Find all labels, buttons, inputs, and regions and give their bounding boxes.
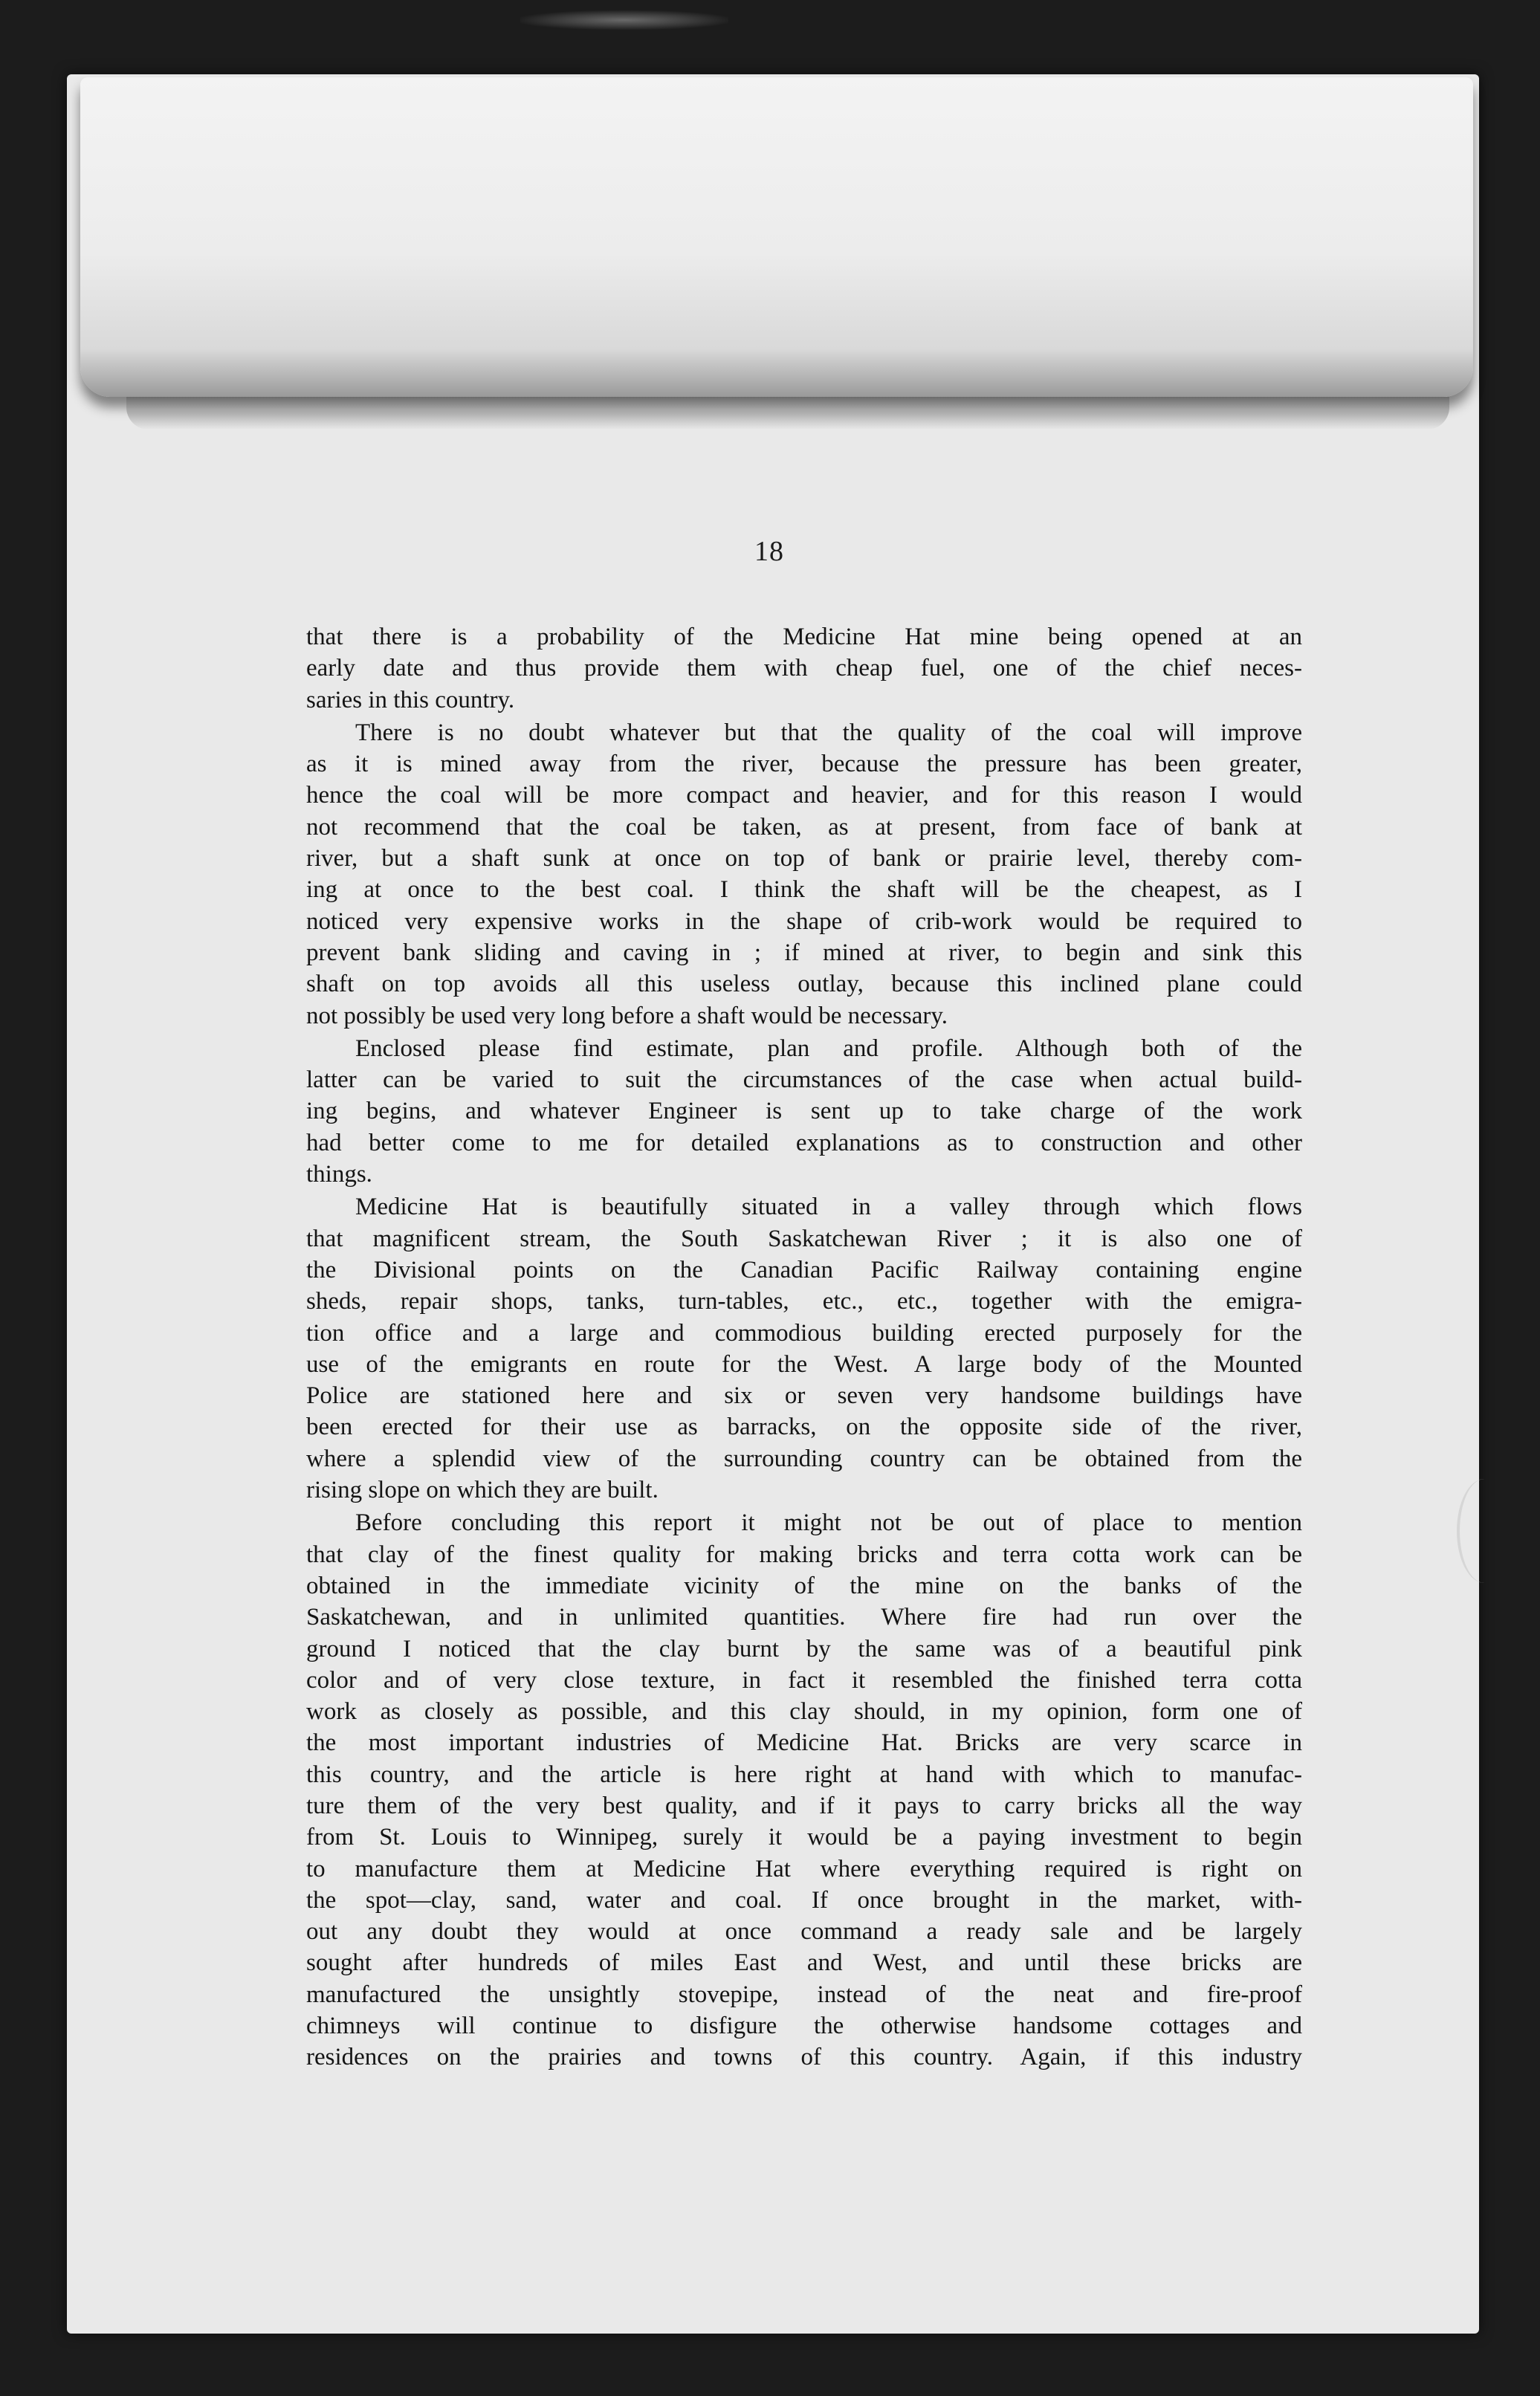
text-line: obtained in the immediate vicinity of the mine on the banks of the bbox=[306, 1572, 1302, 1599]
text-line: that there is a probability of the Medicine Hat mine being opened at an bbox=[306, 624, 1302, 650]
text-line: sheds, repair shops, tanks, turn-tables, etc., etc., together with the emigra- bbox=[306, 1288, 1302, 1315]
text-line: ture them of the very best quality, and if it pays to carry bricks all the way bbox=[306, 1792, 1302, 1819]
text-line: that magnificent stream, the South Saskatchewan River ; it is also one of bbox=[306, 1225, 1302, 1252]
text-line: river, but a shaft sunk at once on top of bank or prairie level, thereby com- bbox=[306, 845, 1302, 872]
text-line: use of the emigrants en route for the West. A large body of the Mounted bbox=[306, 1350, 1302, 1378]
text-line: from St. Louis to Winnipeg, surely it would be a paying investment to begin bbox=[306, 1824, 1302, 1851]
text-line: hence the coal will be more compact and heavier, and for this reason I would bbox=[306, 782, 1302, 809]
text-line: not recommend that the coal be taken, as at present, from face of bank at bbox=[306, 813, 1302, 841]
text-line: color and of very close texture, in fact it resembled the finished terra cotta bbox=[306, 1666, 1302, 1694]
text-line: work as closely as possible, and this clay should, in my opinion, form one of bbox=[306, 1698, 1302, 1726]
text-line: shaft on top avoids all this useless outlay, because this inclined plane could bbox=[306, 971, 1302, 998]
text-line: the Divisional points on the Canadian Pacific Railway containing engine bbox=[306, 1256, 1302, 1283]
text-line: the most important industries of Medicine Hat. Bricks are very scarce in bbox=[306, 1729, 1302, 1757]
document-body bbox=[306, 621, 1302, 2073]
text-line: Medicine Hat is beautifully situated in a valley through which flows bbox=[355, 1194, 1302, 1221]
text-line: residences on the prairies and towns of this country. Again, if this industry bbox=[306, 2044, 1302, 2071]
text-line: There is no doubt whatever but that the quality of the coal will improve bbox=[355, 719, 1302, 746]
paragraph bbox=[306, 717, 1302, 1032]
paragraph bbox=[306, 1033, 1302, 1190]
text-line: manufactured the unsightly stovepipe, instead of the neat and fire-proof bbox=[306, 1981, 1302, 2008]
paragraph bbox=[306, 621, 1302, 716]
text-line: ing at once to the best coal. I think the shaft will be the cheapest, as I bbox=[306, 876, 1302, 904]
text-line: sought after hundreds of miles East and West, and until these bricks are bbox=[306, 1949, 1302, 1977]
text-line: early date and thus provide them with cheap fuel, one of the chief neces- bbox=[306, 655, 1302, 682]
text-line: tion office and a large and commodious building erected purposely for the bbox=[306, 1319, 1302, 1347]
paragraph bbox=[306, 1507, 1302, 2073]
text-line: Enclosed please find estimate, plan and profile. Although both of the bbox=[355, 1035, 1302, 1062]
text-line: ing begins, and whatever Engineer is sent up to take charge of the work bbox=[306, 1098, 1302, 1125]
text-line: that clay of the finest quality for making bricks and terra cotta work can be bbox=[306, 1541, 1302, 1568]
text-line: latter can be varied to suit the circumstances of the case when actual build- bbox=[306, 1066, 1302, 1094]
page-number: 18 bbox=[754, 536, 784, 567]
text-line: Police are stationed here and six or seven very handsome buildings have bbox=[306, 1382, 1302, 1410]
page-edge-mark bbox=[1457, 1479, 1512, 1583]
text-line: been erected for their use as barracks, on the opposite side of the river, bbox=[306, 1414, 1302, 1441]
text-line: as it is mined away from the river, because the pressure has been greater, bbox=[306, 751, 1302, 778]
text-line: things. bbox=[306, 1161, 372, 1188]
paragraph bbox=[306, 1191, 1302, 1506]
text-line: the spot—clay, sand, water and coal. If once brought in the market, with- bbox=[306, 1886, 1302, 1914]
scan-smudge bbox=[520, 10, 728, 30]
text-line: this country, and the article is here right at hand with which to manufac- bbox=[306, 1761, 1302, 1788]
folded-page-flap bbox=[80, 77, 1473, 397]
text-line: where a splendid view of the surrounding country can be obtained from the bbox=[306, 1445, 1302, 1472]
text-line: to manufacture them at Medicine Hat where everything required is right on bbox=[306, 1855, 1302, 1882]
text-line: ground I noticed that the clay burnt by the same was of a beautiful pink bbox=[306, 1635, 1302, 1662]
fold-shadow bbox=[126, 397, 1449, 430]
text-line: chimneys will continue to disfigure the otherwise handsome cottages and bbox=[306, 2013, 1302, 2040]
text-line: rising slope on which they are built. bbox=[306, 1477, 659, 1504]
text-line: prevent bank sliding and caving in ; if mined at river, to begin and sink this bbox=[306, 939, 1302, 966]
text-line: saries in this country. bbox=[306, 686, 515, 713]
text-line: noticed very expensive works in the shape of crib-work would be required to bbox=[306, 907, 1302, 935]
text-line: out any doubt they would at once command a ready sale and be largely bbox=[306, 1918, 1302, 1946]
text-line: had better come to me for detailed explanations as to construction and other bbox=[306, 1129, 1302, 1156]
text-line: Before concluding this report it might not be out of place to mention bbox=[355, 1509, 1302, 1537]
text-line: not possibly be used very long before a shaft would be necessary. bbox=[306, 1002, 948, 1029]
text-line: Saskatchewan, and in unlimited quantities. Where fire had run over the bbox=[306, 1604, 1302, 1631]
